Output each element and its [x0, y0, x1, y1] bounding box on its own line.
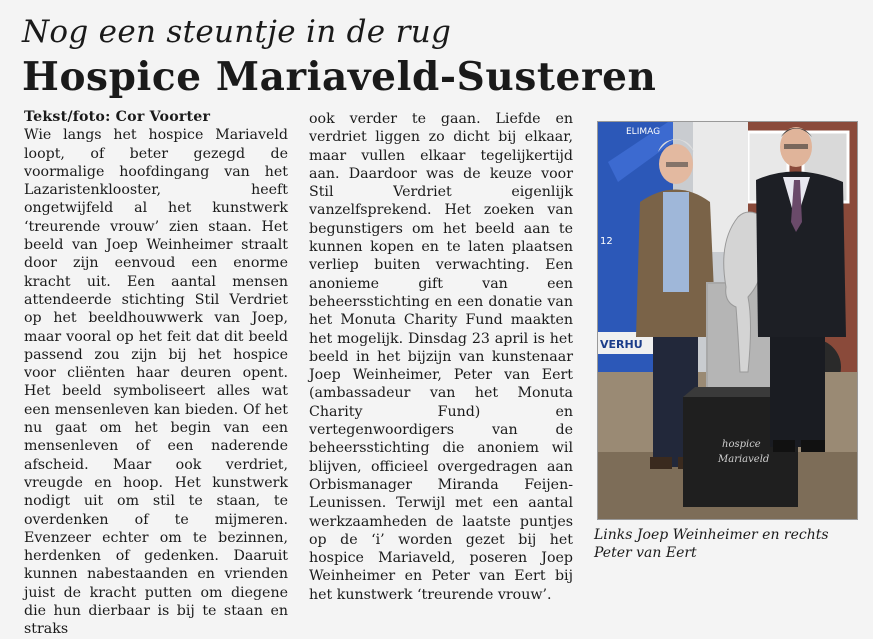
article-column-1 — [24, 108, 288, 639]
article-photo — [597, 121, 858, 520]
photo-caption: Links Joep Weinheimer en rechts Peter van Eert — [594, 527, 829, 561]
plinth-text-2: Mariaveld — [718, 454, 770, 465]
plinth-text-1: hospice — [722, 439, 761, 450]
crane-brand-text: ELIMAG — [626, 127, 661, 137]
article-body-part-1: Wie langs het hospice Mariaveld loopt, of beter gezegd de voormalige hoofdingang van het Lazaristenklooster, heeft ongetwijfeld al het kunstwerk ‘treurende vrouw’ zien staan. Het beeld van Joep Weinheimer straalt door zijn eenvoud een enorme kracht uit. Een aantal mensen attendeerde stichting Stil Verdriet op het beeldhouwwerk van Joep, maar vooral op het feit dat dit beeld passend zou zijn bij het hospice voor cliënten haar deuren opent. Het beeld symboliseert alles wat een mensenleven kan bieden. Of het nu gaat om het begin van een mensenleven of een naderende afscheid. Maar ook verdriet, vreugde en hoop. Het kunstwerk nodigt uit om stil te staan, te overdenken of te mijmeren. Evenzeer echter om te bezinnen, herdenken of gedenken. Daaruit kunnen nabestaanden en vrienden juist de kracht putten om diegene die hun dierbaar is bij te staan en straks — [24, 127, 288, 638]
article-headline: Hospice Mariaveld-Susteren — [22, 54, 657, 100]
article-body-part-2: ook verder te gaan. Liefde en verdriet liggen zo dicht bij elkaar, maar vullen elkaar tegelijkertijd aan. Daardoor was de keuze voor Stil Verdriet eigenlijk vanzelfsprekend. Het zoeken van begunstigers om het beeld aan te kunnen kopen en te laten plaatsen verliep buiten verwachting. Een anonieme gift van een beheersstichting en een donatie van het Monuta Charity Fund maakten het mogelijk. Dinsdag 23 april is het beeld in het bijzijn van kunstenaar Joep Weinheimer, Peter van Eert (ambassadeur van het Monuta Charity Fund) en vertegenwoordigers van de beheersstichting die anoniem wil blijven, officieel overgedragen aan Orbismanager Miranda Feijen-Leunissen. Terwijl met een aantal werkzaamheden de laatste puntjes op de ‘i’ worden gezet bij het hospice Mariaveld, poseren Joep Weinheimer en Peter van Eert bij het kunstwerk ‘treurende vrouw’. — [309, 111, 573, 603]
crane-number-text: 12 — [600, 236, 613, 247]
crane-rental-text: VERHU — [600, 338, 643, 351]
article-byline: Tekst/foto: Cor Voorter — [24, 109, 211, 125]
article-kicker: Nog een steuntje in de rug — [22, 14, 452, 50]
article-column-2 — [309, 110, 573, 604]
